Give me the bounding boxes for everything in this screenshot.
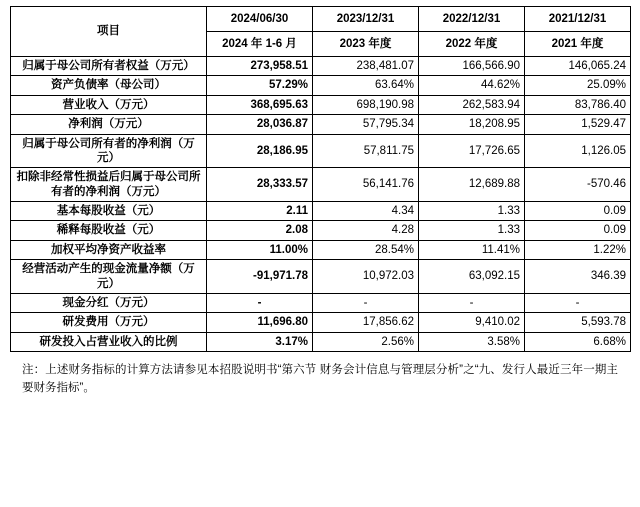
row-value: 698,190.98 bbox=[313, 95, 419, 114]
row-value: 28,333.57 bbox=[207, 168, 313, 202]
table-row bbox=[11, 134, 631, 168]
row-label: 归属于母公司所有者权益（万元） bbox=[11, 57, 207, 76]
row-value: 166,566.90 bbox=[419, 57, 525, 76]
row-value: -570.46 bbox=[525, 168, 631, 202]
row-value: 0.09 bbox=[525, 202, 631, 221]
row-value: 63,092.15 bbox=[419, 260, 525, 294]
table-row bbox=[11, 332, 631, 351]
header-range-1: 2023 年度 bbox=[313, 32, 419, 57]
row-value: 146,065.24 bbox=[525, 57, 631, 76]
row-label: 扣除非经常性损益后归属于母公司所有者的净利润（万元） bbox=[11, 168, 207, 202]
header-date-1: 2023/12/31 bbox=[313, 7, 419, 32]
row-label: 研发投入占营业收入的比例 bbox=[11, 332, 207, 351]
row-value: 17,726.65 bbox=[419, 134, 525, 168]
table-row bbox=[11, 202, 631, 221]
table-row bbox=[11, 57, 631, 76]
table-header bbox=[11, 7, 631, 57]
header-date-3: 2021/12/31 bbox=[525, 7, 631, 32]
row-value: 57.29% bbox=[207, 76, 313, 95]
row-value: - bbox=[313, 293, 419, 312]
row-value: 17,856.62 bbox=[313, 313, 419, 332]
row-value: 2.11 bbox=[207, 202, 313, 221]
row-value: 1.22% bbox=[525, 240, 631, 259]
table-row bbox=[11, 240, 631, 259]
row-value: 25.09% bbox=[525, 76, 631, 95]
row-value: 346.39 bbox=[525, 260, 631, 294]
row-value: 18,208.95 bbox=[419, 115, 525, 134]
header-range-3: 2021 年度 bbox=[525, 32, 631, 57]
row-value: 0.09 bbox=[525, 221, 631, 240]
financial-indicators-table bbox=[10, 6, 631, 352]
row-label: 净利润（万元） bbox=[11, 115, 207, 134]
table-body bbox=[11, 57, 631, 352]
header-range-0: 2024 年 1-6 月 bbox=[207, 32, 313, 57]
table-footnote: 注：上述财务指标的计算方法请参见本招股说明书“第六节 财务会计信息与管理层分析”之“九、发行人最近三年一期主要财务指标”。 bbox=[22, 364, 618, 394]
row-value: 3.58% bbox=[419, 332, 525, 351]
table-row bbox=[11, 76, 631, 95]
table-row bbox=[11, 115, 631, 134]
row-value: 4.28 bbox=[313, 221, 419, 240]
row-value: - bbox=[525, 293, 631, 312]
row-label: 经营活动产生的现金流量净额（万元） bbox=[11, 260, 207, 294]
row-value: 2.56% bbox=[313, 332, 419, 351]
row-value: 1.33 bbox=[419, 202, 525, 221]
table-header-row-dates bbox=[11, 7, 631, 32]
row-value: 5,593.78 bbox=[525, 313, 631, 332]
row-value: 11,696.80 bbox=[207, 313, 313, 332]
row-label: 资产负债率（母公司） bbox=[11, 76, 207, 95]
row-value: 9,410.02 bbox=[419, 313, 525, 332]
row-value: 83,786.40 bbox=[525, 95, 631, 114]
row-value: 11.00% bbox=[207, 240, 313, 259]
row-value: 11.41% bbox=[419, 240, 525, 259]
header-date-2: 2022/12/31 bbox=[419, 7, 525, 32]
row-value: 1,529.47 bbox=[525, 115, 631, 134]
row-label: 营业收入（万元） bbox=[11, 95, 207, 114]
row-label: 加权平均净资产收益率 bbox=[11, 240, 207, 259]
row-value: 57,811.75 bbox=[313, 134, 419, 168]
row-value: 28.54% bbox=[313, 240, 419, 259]
table-row bbox=[11, 168, 631, 202]
row-value: 1,126.05 bbox=[525, 134, 631, 168]
row-value: 2.08 bbox=[207, 221, 313, 240]
table-row bbox=[11, 293, 631, 312]
row-label: 基本每股收益（元） bbox=[11, 202, 207, 221]
row-value: 28,186.95 bbox=[207, 134, 313, 168]
table-row bbox=[11, 221, 631, 240]
table-row bbox=[11, 95, 631, 114]
row-label: 现金分红（万元） bbox=[11, 293, 207, 312]
row-label: 稀释每股收益（元） bbox=[11, 221, 207, 240]
row-label: 归属于母公司所有者的净利润（万元） bbox=[11, 134, 207, 168]
row-value: 57,795.34 bbox=[313, 115, 419, 134]
row-value: 273,958.51 bbox=[207, 57, 313, 76]
row-value: 6.68% bbox=[525, 332, 631, 351]
header-item-label: 项目 bbox=[11, 7, 207, 57]
row-value: 368,695.63 bbox=[207, 95, 313, 114]
table-row bbox=[11, 260, 631, 294]
row-value: 12,689.88 bbox=[419, 168, 525, 202]
row-value: - bbox=[207, 293, 313, 312]
row-value: 28,036.87 bbox=[207, 115, 313, 134]
header-date-0: 2024/06/30 bbox=[207, 7, 313, 32]
row-value: 1.33 bbox=[419, 221, 525, 240]
row-value: 56,141.76 bbox=[313, 168, 419, 202]
row-value: 238,481.07 bbox=[313, 57, 419, 76]
row-value: 44.62% bbox=[419, 76, 525, 95]
table-row bbox=[11, 313, 631, 332]
row-label: 研发费用（万元） bbox=[11, 313, 207, 332]
row-value: 4.34 bbox=[313, 202, 419, 221]
row-value: 3.17% bbox=[207, 332, 313, 351]
row-value: 262,583.94 bbox=[419, 95, 525, 114]
row-value: - bbox=[419, 293, 525, 312]
row-value: -91,971.78 bbox=[207, 260, 313, 294]
row-value: 10,972.03 bbox=[313, 260, 419, 294]
row-value: 63.64% bbox=[313, 76, 419, 95]
header-range-2: 2022 年度 bbox=[419, 32, 525, 57]
